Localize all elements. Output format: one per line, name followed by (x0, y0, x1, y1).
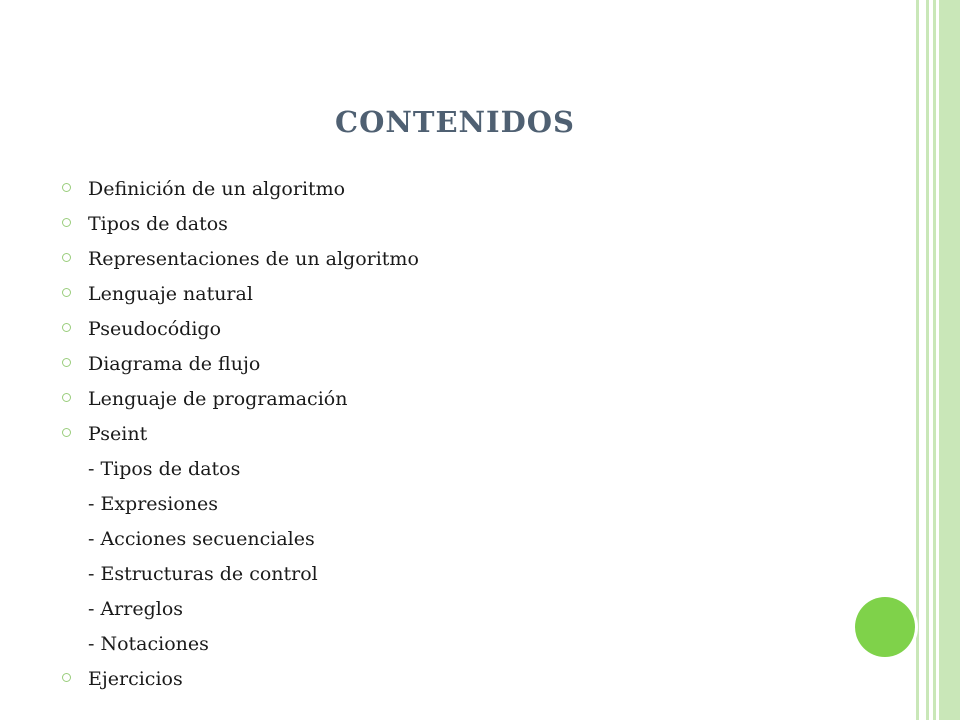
list-item (60, 662, 820, 697)
list-item (60, 347, 820, 382)
list-item (60, 382, 820, 417)
circle-bullet-icon (62, 428, 71, 437)
list-item (60, 242, 820, 277)
decorative-bar (939, 0, 960, 720)
list-item (60, 417, 820, 452)
list-item-text: Pseudocódigo (88, 318, 222, 340)
sub-list-item (60, 627, 820, 662)
list-item-text: Lenguaje de programación (88, 388, 348, 410)
list-item-text: Definición de un algoritmo (88, 178, 346, 200)
list-item-text: - Tipos de datos (88, 458, 241, 480)
list-item-text: Representaciones de un algoritmo (88, 248, 419, 270)
decorative-circle (855, 597, 915, 657)
circle-bullet-icon (62, 253, 71, 262)
sub-list-item (60, 592, 820, 627)
list-item-text: - Estructuras de control (88, 563, 318, 585)
circle-bullet-icon (62, 673, 71, 682)
sub-list-item (60, 487, 820, 522)
list-item-text: - Notaciones (88, 633, 209, 655)
list-item (60, 277, 820, 312)
list-item-text: Pseint (88, 423, 148, 445)
list-item (60, 172, 820, 207)
list-item-text: Lenguaje natural (88, 283, 253, 305)
content-list (60, 172, 820, 697)
circle-bullet-icon (62, 183, 71, 192)
list-item-text: Ejercicios (88, 668, 183, 690)
circle-bullet-icon (62, 218, 71, 227)
list-item-text: - Arreglos (88, 598, 184, 620)
slide-title: CONTENIDOS (335, 105, 575, 139)
sub-list-item (60, 452, 820, 487)
circle-bullet-icon (62, 393, 71, 402)
list-item-text: - Acciones secuenciales (88, 528, 315, 550)
list-item-text: - Expresiones (88, 493, 219, 515)
list-item (60, 207, 820, 242)
list-item-text: Diagrama de flujo (88, 353, 261, 375)
circle-bullet-icon (62, 358, 71, 367)
list-item-text: Tipos de datos (88, 213, 228, 235)
circle-bullet-icon (62, 323, 71, 332)
sub-list-item (60, 522, 820, 557)
list-item (60, 312, 820, 347)
sub-list-item (60, 557, 820, 592)
circle-bullet-icon (62, 288, 71, 297)
decorative-bar (916, 0, 919, 720)
